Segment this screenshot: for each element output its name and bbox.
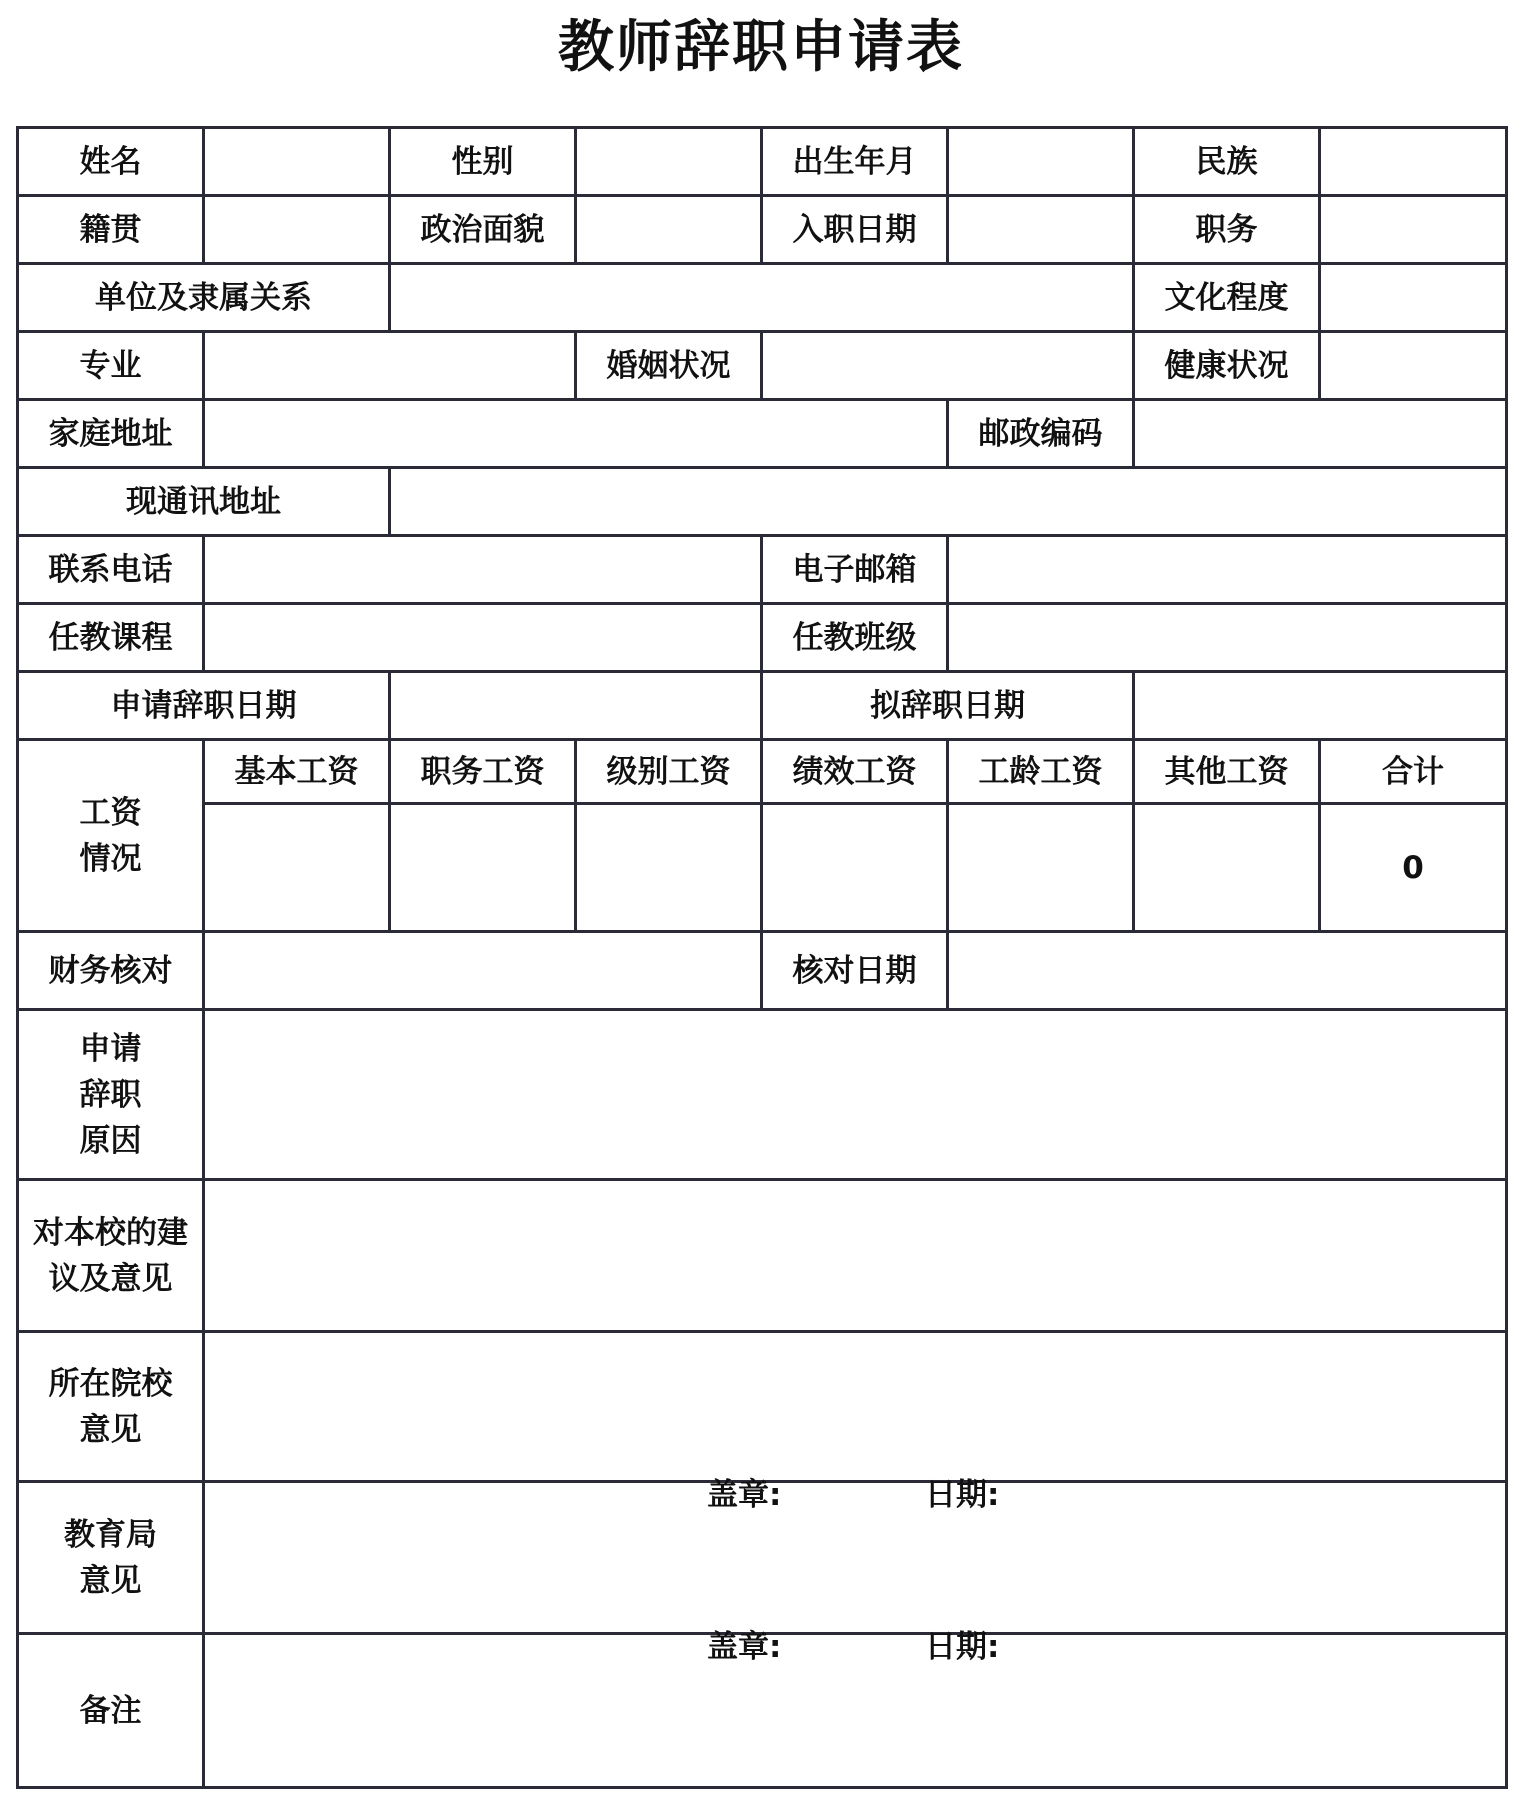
- row-origin-info: [18, 196, 1507, 264]
- bureau-stamp-label: 盖章:: [707, 1629, 782, 1665]
- header-basic-salary: 基本工资: [204, 740, 390, 804]
- field-school-opinion[interactable]: [204, 1332, 1507, 1513]
- label-postal-code: 邮政编码: [948, 400, 1134, 468]
- label-application-date: 申请辞职日期: [18, 672, 390, 740]
- field-classes[interactable]: [948, 604, 1507, 672]
- row-salary-headers: [18, 740, 1507, 804]
- header-seniority-salary: 工龄工资: [948, 740, 1134, 804]
- label-health-status: 健康状况: [1134, 332, 1320, 400]
- school-stamp-label: 盖章:: [707, 1477, 782, 1513]
- label-gender: 性别: [390, 128, 576, 196]
- label-remarks: 备注: [18, 1634, 204, 1788]
- field-major[interactable]: [204, 332, 576, 400]
- field-marital-status[interactable]: [762, 332, 1134, 400]
- label-native-place: 籍贯: [18, 196, 204, 264]
- label-birth-month: 出生年月: [762, 128, 948, 196]
- label-position: 职务: [1134, 196, 1320, 264]
- label-planned-resign-date: 拟辞职日期: [762, 672, 1134, 740]
- field-gender[interactable]: [576, 128, 762, 196]
- field-planned-resign-date[interactable]: [1134, 672, 1507, 740]
- row-bureau-opinion: [18, 1482, 1507, 1634]
- label-finance-check: 财务核对: [18, 932, 204, 1010]
- row-school-opinion: [18, 1332, 1507, 1482]
- field-name[interactable]: [204, 128, 390, 196]
- field-postal-code[interactable]: [1134, 400, 1507, 468]
- suggestion-label-line-1: 对本校的建: [33, 1214, 188, 1251]
- row-unit-info: [18, 264, 1507, 332]
- salary-label-line-2: 情况: [79, 840, 142, 877]
- field-total: 0: [1320, 804, 1507, 932]
- form-title: 教师辞职申请表: [558, 15, 964, 80]
- field-hire-date[interactable]: [948, 196, 1134, 264]
- label-phone: 联系电话: [18, 536, 204, 604]
- label-education-level: 文化程度: [1134, 264, 1320, 332]
- field-native-place[interactable]: [204, 196, 390, 264]
- school-date-label: 日期:: [925, 1477, 1000, 1513]
- salary-label-line-1: 工资: [79, 794, 142, 831]
- field-email[interactable]: [948, 536, 1507, 604]
- label-current-address: 现通讯地址: [18, 468, 390, 536]
- label-major: 专业: [18, 332, 204, 400]
- row-resign-dates: [18, 672, 1507, 740]
- field-check-date[interactable]: [948, 932, 1507, 1010]
- field-bureau-opinion[interactable]: [204, 1482, 1507, 1665]
- label-political-status: 政治面貌: [390, 196, 576, 264]
- field-grade-salary[interactable]: [576, 804, 762, 932]
- label-bureau-opinion: [18, 1482, 204, 1634]
- label-resign-reason: [18, 1010, 204, 1180]
- field-suggestions[interactable]: [204, 1180, 1507, 1332]
- field-ethnicity[interactable]: [1320, 128, 1507, 196]
- field-remarks[interactable]: [204, 1634, 1507, 1788]
- field-unit-affiliation[interactable]: [390, 264, 1134, 332]
- reason-label-line-3: 原因: [79, 1122, 142, 1159]
- label-unit-affiliation: 单位及隶属关系: [18, 264, 390, 332]
- label-name: 姓名: [18, 128, 204, 196]
- row-resign-reason: [18, 1010, 1507, 1180]
- field-performance-salary[interactable]: [762, 804, 948, 932]
- label-check-date: 核对日期: [762, 932, 948, 1010]
- row-major-info: [18, 332, 1507, 400]
- field-phone[interactable]: [204, 536, 762, 604]
- school-opinion-label-line-2: 意见: [79, 1411, 142, 1448]
- field-education-level[interactable]: [1320, 264, 1507, 332]
- row-contact: [18, 536, 1507, 604]
- field-birth-month[interactable]: [948, 128, 1134, 196]
- label-salary-situation: [18, 740, 204, 932]
- header-performance-salary: 绩效工资: [762, 740, 948, 804]
- field-application-date[interactable]: [390, 672, 762, 740]
- bureau-date-label: 日期:: [925, 1629, 1000, 1665]
- row-salary-values: [18, 804, 1507, 932]
- field-health-status[interactable]: [1320, 332, 1507, 400]
- field-basic-salary[interactable]: [204, 804, 390, 932]
- school-opinion-label-line-1: 所在院校: [48, 1365, 173, 1402]
- header-position-salary: 职务工资: [390, 740, 576, 804]
- row-basic-info: [18, 128, 1507, 196]
- label-email: 电子邮箱: [762, 536, 948, 604]
- field-political-status[interactable]: [576, 196, 762, 264]
- reason-label-line-2: 辞职: [79, 1076, 142, 1113]
- field-position[interactable]: [1320, 196, 1507, 264]
- field-current-address[interactable]: [390, 468, 1507, 536]
- resignation-form-table: [16, 126, 1508, 1789]
- field-seniority-salary[interactable]: [948, 804, 1134, 932]
- field-other-salary[interactable]: [1134, 804, 1320, 932]
- bureau-opinion-label-line-2: 意见: [79, 1562, 142, 1599]
- reason-label-line-1: 申请: [79, 1030, 142, 1067]
- label-courses: 任教课程: [18, 604, 204, 672]
- row-home-address: [18, 400, 1507, 468]
- row-current-address: [18, 468, 1507, 536]
- field-finance-check[interactable]: [204, 932, 762, 1010]
- row-suggestions: [18, 1180, 1507, 1332]
- label-marital-status: 婚姻状况: [576, 332, 762, 400]
- header-grade-salary: 级别工资: [576, 740, 762, 804]
- label-hire-date: 入职日期: [762, 196, 948, 264]
- label-home-address: 家庭地址: [18, 400, 204, 468]
- header-total: 合计: [1320, 740, 1507, 804]
- field-resign-reason[interactable]: [204, 1010, 1507, 1180]
- suggestion-label-line-2: 议及意见: [48, 1260, 173, 1297]
- row-teaching: [18, 604, 1507, 672]
- label-classes: 任教班级: [762, 604, 948, 672]
- label-suggestions: [18, 1180, 204, 1332]
- header-other-salary: 其他工资: [1134, 740, 1320, 804]
- field-courses[interactable]: [204, 604, 762, 672]
- label-ethnicity: 民族: [1134, 128, 1320, 196]
- field-home-address[interactable]: [204, 400, 948, 468]
- label-school-opinion: [18, 1332, 204, 1482]
- row-finance-check: [18, 932, 1507, 1010]
- field-position-salary[interactable]: [390, 804, 576, 932]
- bureau-opinion-label-line-1: 教育局: [64, 1516, 157, 1553]
